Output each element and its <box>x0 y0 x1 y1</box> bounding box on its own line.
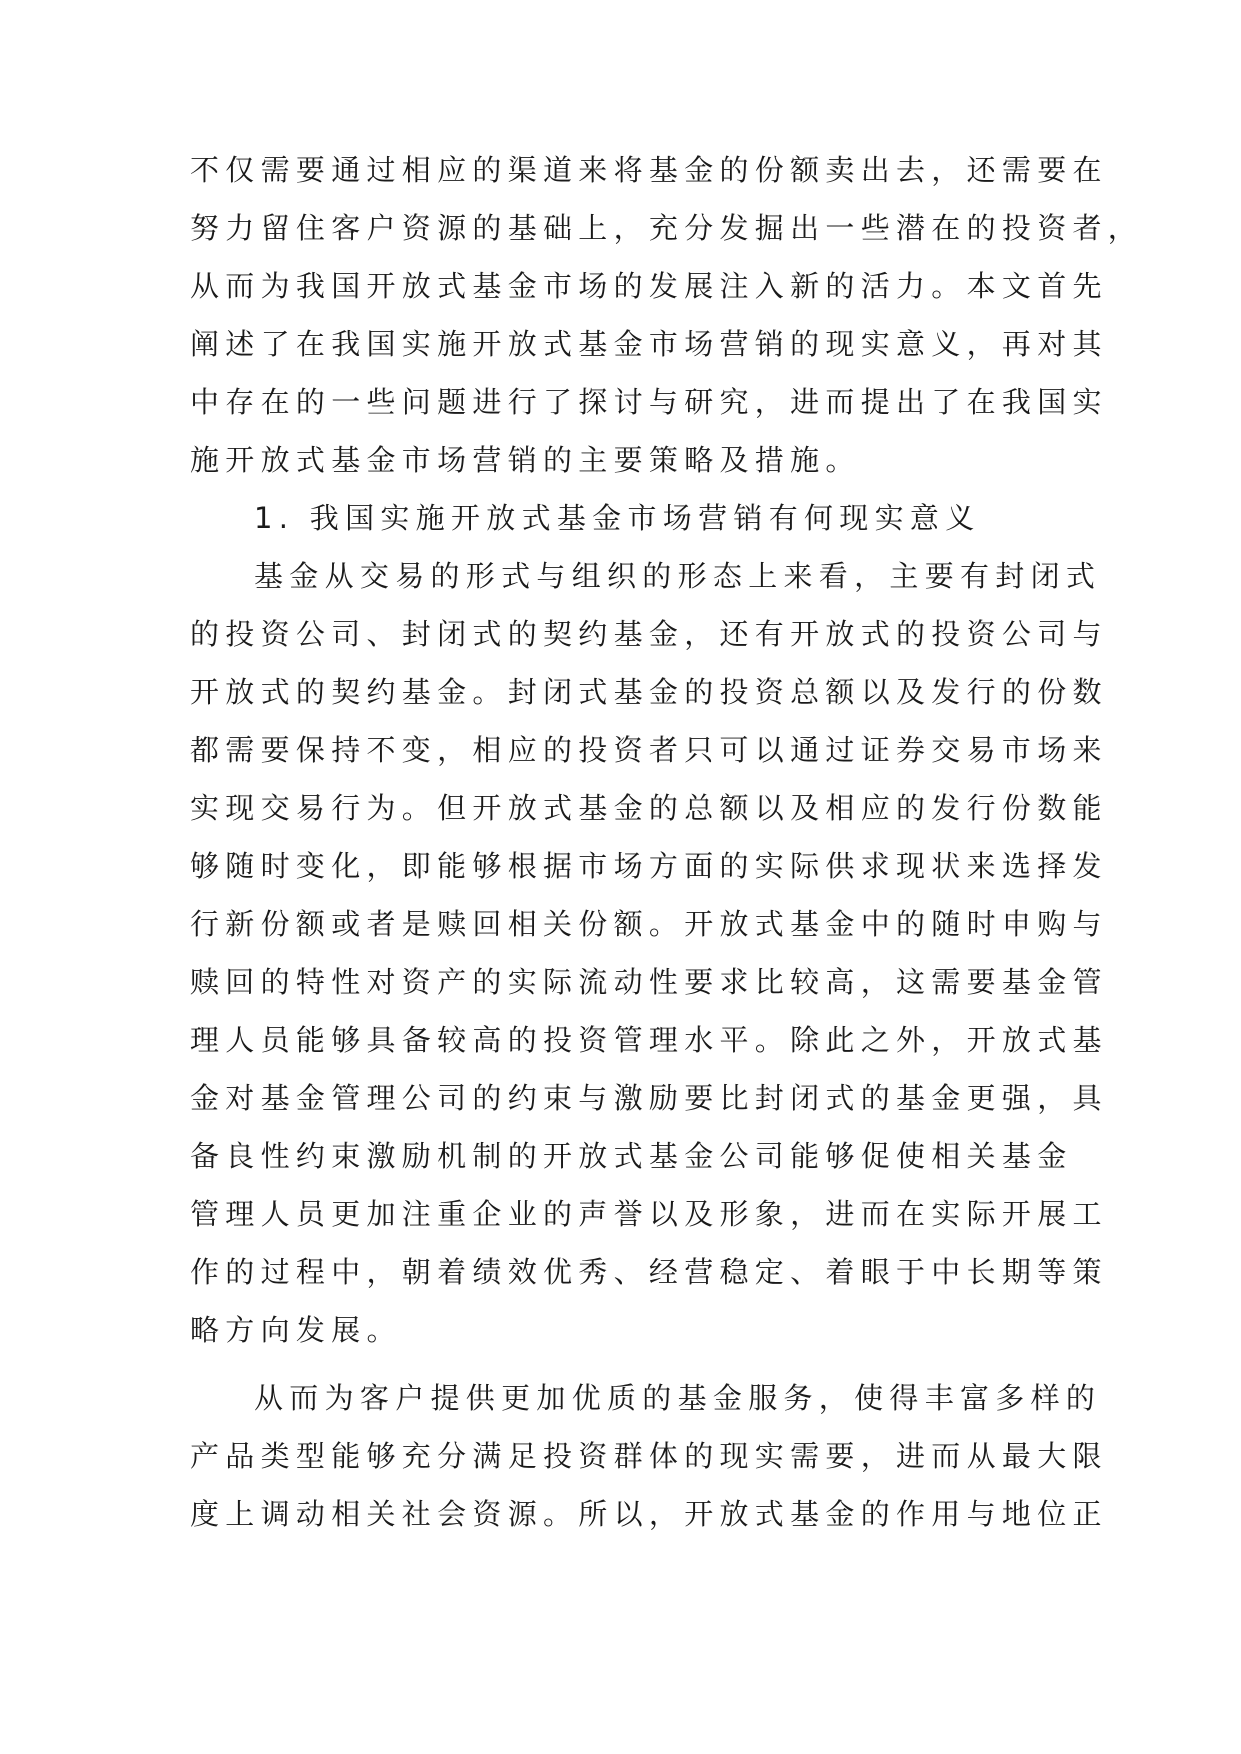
text-line: 金对基金管理公司的约束与激励要比封闭式的基金更强，具 <box>190 1081 1108 1115</box>
text-line: 施开放式基金市场营销的主要策略及措施。 <box>190 443 861 477</box>
text-line: 开放式的契约基金。封闭式基金的投资总额以及发行的份数 <box>190 675 1108 709</box>
text-line: 不仅需要通过相应的渠道来将基金的份额卖出去，还需要在 <box>190 153 1108 187</box>
text-line: 阐述了在我国实施开放式基金市场营销的现实意义，再对其 <box>190 327 1108 361</box>
text-line: 备良性约束激励机制的开放式基金公司能够促使相关基金 <box>190 1139 1073 1173</box>
text-line: 作的过程中，朝着绩效优秀、经营稳定、着眼于中长期等策 <box>190 1255 1108 1289</box>
text-line: 中存在的一些问题进行了探讨与研究，进而提出了在我国实 <box>190 385 1108 419</box>
text-line: 基金从交易的形式与组织的形态上来看，主要有封闭式 <box>254 559 1102 593</box>
text-line: 略方向发展。 <box>190 1313 402 1347</box>
text-line: 实现交易行为。但开放式基金的总额以及相应的发行份数能 <box>190 791 1108 825</box>
text-line: 努力留住客户资源的基础上，充分发掘出一些潜在的投资者， <box>190 211 1144 245</box>
text-line: 都需要保持不变，相应的投资者只可以通过证券交易市场来 <box>190 733 1108 767</box>
text-line: 管理人员更加注重企业的声誉以及形象，进而在实际开展工 <box>190 1197 1108 1231</box>
text-line: 从而为客户提供更加优质的基金服务，使得丰富多样的 <box>254 1381 1102 1415</box>
text-line: 够随时变化，即能够根据市场方面的实际供求现状来选择发 <box>190 849 1108 883</box>
text-line: 从而为我国开放式基金市场的发展注入新的活力。本文首先 <box>190 269 1108 303</box>
text-line: 产品类型能够充分满足投资群体的现实需要，进而从最大限 <box>190 1439 1108 1473</box>
text-line: 赎回的特性对资产的实际流动性要求比较高，这需要基金管 <box>190 965 1108 999</box>
text-line: 行新份额或者是赎回相关份额。开放式基金中的随时申购与 <box>190 907 1108 941</box>
text-line: 理人员能够具备较高的投资管理水平。除此之外，开放式基 <box>190 1023 1108 1057</box>
text-line: 度上调动相关社会资源。所以，开放式基金的作用与地位正 <box>190 1497 1108 1531</box>
text-line: 的投资公司、封闭式的契约基金，还有开放式的投资公司与 <box>190 617 1108 651</box>
section-heading: 1. 我国实施开放式基金市场营销有何现实意义 <box>254 501 981 535</box>
